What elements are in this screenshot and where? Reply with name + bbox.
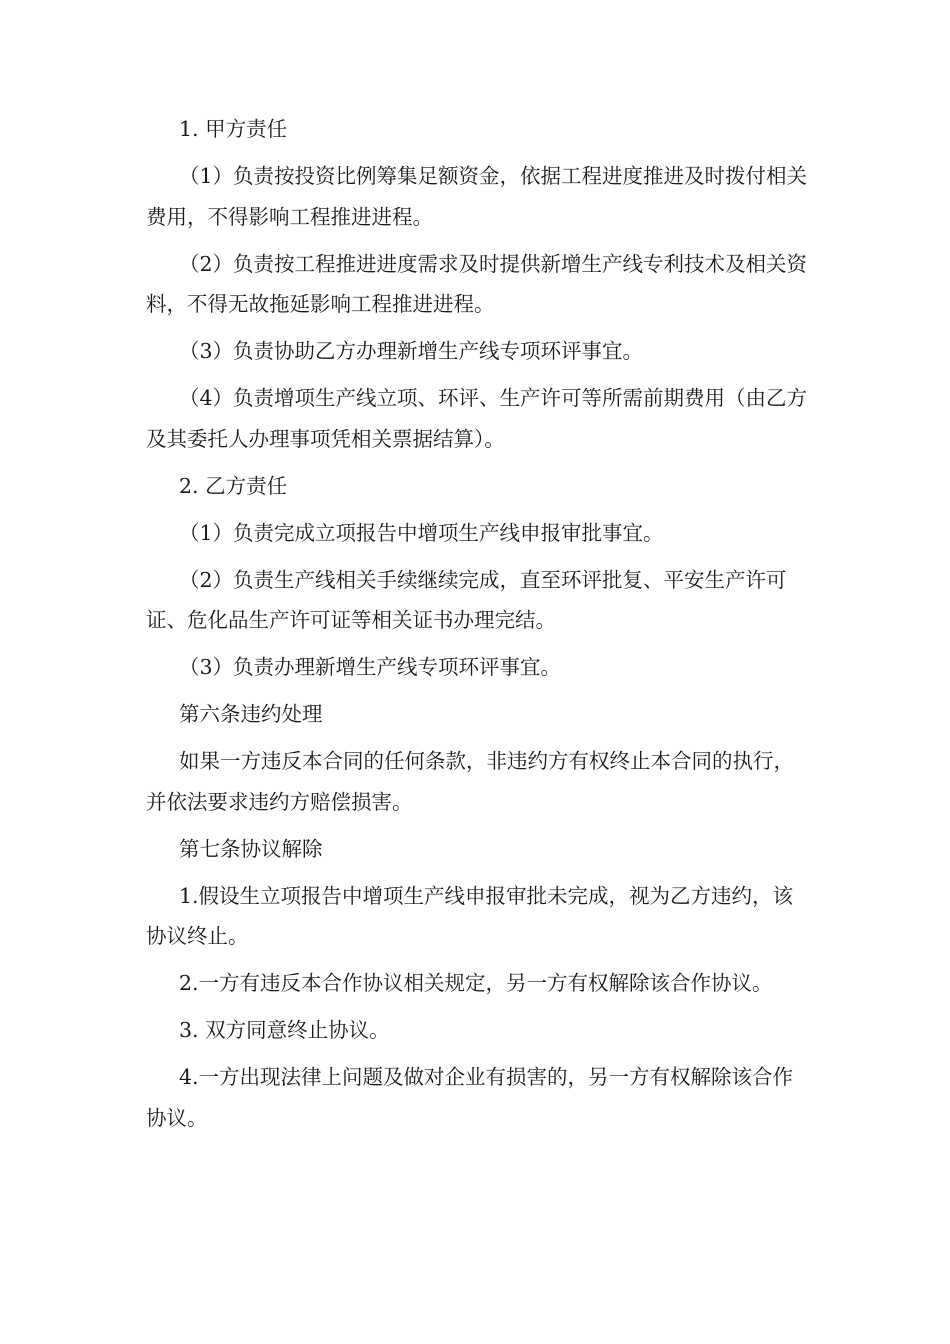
paragraph: （3）负责协助乙方办理新增生产线专项环评事宜。 bbox=[179, 339, 644, 363]
document-body bbox=[146, 109, 810, 1145]
paragraph: （3）负责办理新增生产线专项环评事宜。 bbox=[179, 655, 562, 679]
paragraph: （2）负责生产线相关手续继续完成，直至环评批复、平安生产许可证、危化品生产许可证等相关证书办理完结。 bbox=[146, 567, 787, 632]
paragraph: 4.一方出现法律上问题及做对企业有损害的，另一方有权解除该合作协议。 bbox=[146, 1065, 794, 1130]
paragraph: （1）负责按投资比例筹集足额资金，依据工程进度推进及时拨付相关费用，不得影响工程推进进程。 bbox=[146, 164, 808, 229]
paragraph: 如果一方违反本合同的任何条款，非违约方有权终止本合同的执行，并依法要求违约方赔偿损害。 bbox=[146, 749, 794, 814]
paragraph: 1.假设生立项报告中增项生产线申报审批未完成，视为乙方违约，该协议终止。 bbox=[146, 883, 794, 948]
article-heading-breach: 第六条违约处理 bbox=[179, 702, 323, 726]
paragraph: （4）负责增项生产线立项、环评、生产许可等所需前期费用（由乙方及其委托人办理事项凭相关票据结算）。 bbox=[146, 386, 808, 451]
paragraph: 2.一方有违反本合作协议相关规定，另一方有权解除该合作协议。 bbox=[179, 971, 773, 995]
paragraph: 3. 双方同意终止协议。 bbox=[179, 1018, 390, 1042]
paragraph: （1）负责完成立项报告中增项生产线申报审批事宜。 bbox=[179, 520, 664, 545]
article-heading-termination: 第七条协议解除 bbox=[179, 836, 323, 861]
section-heading-party-b: 2. 乙方责任 bbox=[179, 473, 288, 498]
section-heading-party-a: 1. 甲方责任 bbox=[179, 117, 288, 141]
paragraph: （2）负责按工程推进进度需求及时提供新增生产线专利技术及相关资料，不得无故拖延影响工程推进进程。 bbox=[146, 251, 808, 316]
